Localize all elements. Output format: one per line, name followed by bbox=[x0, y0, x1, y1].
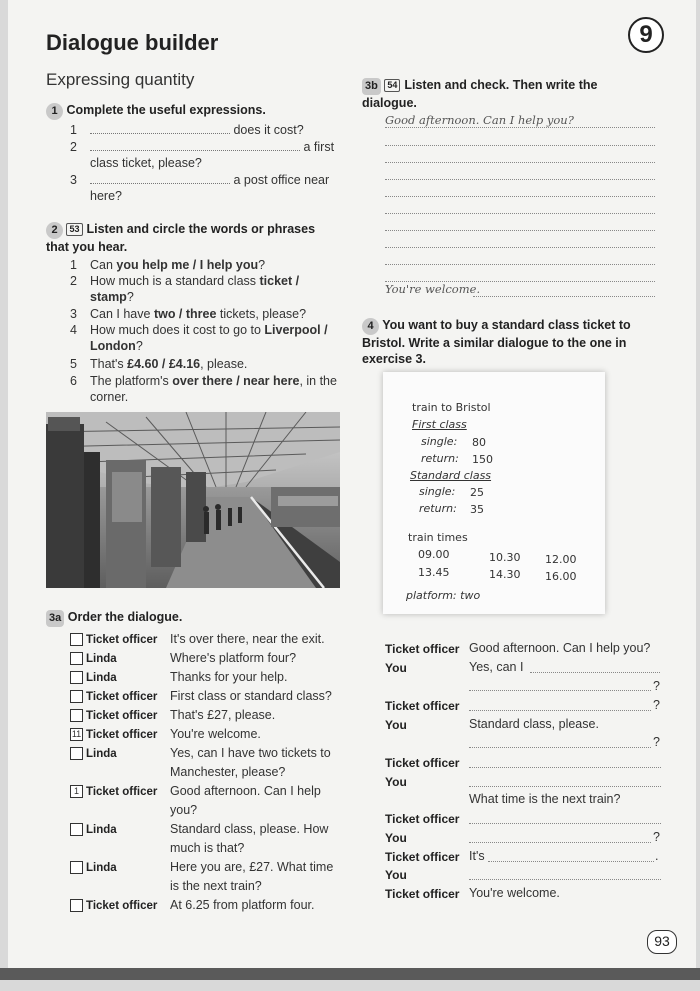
train-time: 10.30 bbox=[489, 551, 521, 564]
item-text: , in the bbox=[299, 374, 337, 388]
order-box[interactable] bbox=[70, 861, 83, 874]
writing-line[interactable] bbox=[469, 879, 661, 880]
exercise-instruction: You want to buy a standard class ticket to Bristol. Write a similar dialogue to the one in exercise 3. bbox=[362, 318, 631, 366]
order-box[interactable]: 11 bbox=[71, 729, 82, 740]
speaker: Linda bbox=[86, 672, 117, 684]
writing-line[interactable] bbox=[469, 786, 661, 787]
item-number: 1 bbox=[70, 123, 77, 137]
dialogue-row bbox=[70, 649, 297, 669]
speaker: Ticket officer bbox=[86, 634, 158, 646]
ex1-item-3-cont: here? bbox=[90, 189, 122, 203]
speaker: Ticket officer bbox=[86, 691, 158, 703]
single-label: single: bbox=[419, 485, 456, 498]
full-stop: . bbox=[655, 849, 659, 863]
writing-line[interactable] bbox=[385, 179, 655, 180]
choice-options[interactable]: £4.60 / £4.16 bbox=[127, 357, 201, 371]
dialogue-line: Here you are, £27. What time bbox=[170, 860, 334, 874]
speaker: You bbox=[385, 831, 407, 845]
ex2-item-3 bbox=[70, 306, 306, 323]
choice-options[interactable]: stamp bbox=[90, 290, 127, 304]
item-text: Can bbox=[90, 258, 117, 272]
train-times-label: train times bbox=[408, 531, 468, 544]
choice-options[interactable]: London bbox=[90, 339, 136, 353]
dialogue-row bbox=[70, 668, 288, 688]
standard-class-label: Standard class bbox=[410, 469, 492, 482]
train-time: 14.30 bbox=[489, 568, 521, 581]
exercise-number: 3b bbox=[362, 78, 381, 95]
choice-options[interactable]: ticket / bbox=[259, 274, 300, 288]
ex1-item-2 bbox=[70, 139, 340, 156]
dialogue-line: Standard class, please. How bbox=[170, 822, 329, 836]
dialogue-line: Good afternoon. Can I help bbox=[170, 784, 321, 798]
speaker: Ticket officer bbox=[86, 786, 158, 798]
cd-track-badge: 54 bbox=[384, 79, 400, 92]
writing-line[interactable] bbox=[488, 861, 654, 862]
item-text: ? bbox=[258, 258, 266, 272]
item-text: Can I have bbox=[90, 307, 154, 321]
ex2-item-1 bbox=[70, 257, 265, 274]
speaker: Ticket officer bbox=[86, 710, 158, 722]
question-mark: ? bbox=[653, 679, 660, 693]
speaker: Ticket officer bbox=[86, 900, 158, 912]
handwritten-last-line: You're welcome. bbox=[385, 282, 481, 296]
item-number: 1 bbox=[70, 258, 77, 272]
item-text: The platform's bbox=[90, 374, 173, 388]
writing-line[interactable] bbox=[385, 264, 655, 265]
dialogue-line: Where's platform four? bbox=[170, 651, 297, 665]
order-box[interactable] bbox=[70, 671, 83, 684]
dialogue-line: Thanks for your help. bbox=[170, 670, 288, 684]
dialogue-row bbox=[70, 782, 321, 802]
speaker: You bbox=[385, 775, 407, 789]
speaker: You bbox=[385, 718, 407, 732]
writing-line[interactable] bbox=[385, 162, 655, 163]
writing-line[interactable] bbox=[385, 127, 655, 128]
first-class-label: First class bbox=[412, 418, 467, 431]
item-number: 6 bbox=[70, 374, 77, 388]
order-box[interactable]: 1 bbox=[70, 785, 83, 798]
speaker: You bbox=[385, 868, 407, 882]
dialogue-row bbox=[70, 744, 331, 764]
dialogue-line-cont: Manchester, please? bbox=[170, 765, 286, 779]
item-text: tickets, please? bbox=[216, 307, 307, 321]
choice-options[interactable]: two / three bbox=[153, 307, 217, 321]
writing-line[interactable] bbox=[469, 842, 651, 843]
exercise-3b bbox=[362, 77, 652, 111]
unit-number-badge: 9 bbox=[628, 17, 664, 53]
exercise-number: 2 bbox=[46, 222, 63, 239]
bottom-edge-bar bbox=[0, 968, 700, 980]
speaker: Linda bbox=[86, 824, 117, 836]
section-subtitle: Expressing quantity bbox=[46, 70, 195, 89]
dialogue-row bbox=[70, 858, 334, 878]
choice-options[interactable]: over there / near here bbox=[172, 374, 300, 388]
dialogue-row bbox=[70, 630, 325, 650]
ex2-item-6 bbox=[70, 373, 337, 390]
question-mark: ? bbox=[653, 698, 660, 712]
dialogue-line-cont: much is that? bbox=[170, 841, 245, 855]
writing-line[interactable] bbox=[469, 823, 661, 824]
order-box[interactable] bbox=[70, 823, 83, 836]
order-box[interactable] bbox=[70, 633, 83, 646]
exercise-number: 4 bbox=[362, 318, 379, 335]
exercise-number: 3a bbox=[46, 610, 64, 627]
order-box[interactable] bbox=[70, 747, 83, 760]
item-number: 3 bbox=[70, 307, 77, 321]
writing-line[interactable] bbox=[469, 767, 661, 768]
ex2-item-6-cont: corner. bbox=[90, 390, 129, 404]
item-number: 5 bbox=[70, 357, 77, 371]
ex2-item-4-cont bbox=[90, 338, 143, 355]
exercise-3a bbox=[46, 609, 182, 627]
choice-options[interactable]: Liverpool / bbox=[264, 323, 328, 337]
dialogue-line: You're welcome. bbox=[170, 727, 261, 741]
exercise-instruction: Listen and circle the words or phrases that you hear. bbox=[46, 222, 316, 254]
writing-line[interactable] bbox=[469, 710, 651, 711]
dialogue-line: Yes, can I have two tickets to bbox=[170, 746, 331, 760]
exercise-2 bbox=[46, 221, 316, 255]
item-text: How much does it cost to go to bbox=[90, 323, 265, 337]
dialogue-line: First class or standard class? bbox=[170, 689, 332, 703]
speaker: Ticket officer bbox=[385, 850, 460, 864]
answer-blank[interactable] bbox=[90, 122, 230, 134]
dialogue-row bbox=[70, 706, 276, 726]
item-text: That's bbox=[90, 357, 128, 371]
dialogue-line-cont: is the next train? bbox=[170, 879, 262, 893]
writing-line[interactable] bbox=[473, 296, 655, 297]
ex1-item-3 bbox=[70, 172, 340, 189]
std-return-price: 35 bbox=[470, 503, 484, 516]
ex1-item-2-cont: class ticket, please? bbox=[90, 156, 202, 170]
answer-blank[interactable] bbox=[90, 139, 300, 151]
ex2-item-5 bbox=[70, 356, 247, 373]
train-time: 12.00 bbox=[545, 553, 577, 566]
dialogue-row bbox=[70, 820, 329, 840]
dialogue-line: Standard class, please. bbox=[469, 717, 599, 731]
writing-line[interactable] bbox=[385, 196, 655, 197]
dialogue-line: Good afternoon. Can I help you? bbox=[469, 641, 651, 655]
dialogue-line: It's bbox=[469, 849, 485, 863]
ex1-item-1 bbox=[70, 122, 340, 139]
writing-line[interactable] bbox=[385, 247, 655, 248]
dialogue-line: That's £27, please. bbox=[170, 708, 276, 722]
item-text: , please. bbox=[200, 357, 248, 371]
return-label: return: bbox=[419, 502, 457, 515]
item-number: 2 bbox=[70, 274, 77, 288]
item-number: 3 bbox=[70, 173, 77, 187]
speaker: You bbox=[385, 661, 407, 675]
writing-line[interactable] bbox=[530, 672, 660, 673]
return-label: return: bbox=[421, 452, 459, 465]
speaker: Ticket officer bbox=[385, 812, 460, 826]
ex2-item-4 bbox=[70, 322, 328, 339]
exercise-instruction: Complete the useful expressions. bbox=[66, 103, 266, 117]
order-box[interactable] bbox=[70, 652, 83, 665]
train-station-photo bbox=[46, 412, 340, 588]
answer-blank[interactable] bbox=[90, 172, 230, 184]
dialogue-row bbox=[70, 725, 261, 745]
workbook-page bbox=[8, 0, 696, 978]
speaker: Ticket officer bbox=[385, 756, 460, 770]
handwritten-first-line: Good afternoon. Can I help you? bbox=[385, 113, 574, 127]
choice-options[interactable]: you help me / I help you bbox=[116, 258, 259, 272]
exercise-instruction: Listen and check. Then write the dialogue. bbox=[362, 78, 598, 110]
first-single-price: 80 bbox=[472, 436, 486, 449]
std-single-price: 25 bbox=[470, 486, 484, 499]
exercise-instruction: Order the dialogue. bbox=[67, 610, 183, 624]
ex2-item-2 bbox=[70, 273, 299, 290]
speaker: Ticket officer bbox=[385, 699, 460, 713]
item-number: 4 bbox=[70, 323, 77, 337]
dialogue-line: At 6.25 from platform four. bbox=[170, 898, 315, 912]
writing-line[interactable] bbox=[385, 145, 655, 146]
item-text: ? bbox=[126, 290, 134, 304]
dialogue-row bbox=[70, 687, 332, 707]
speaker: Ticket officer bbox=[86, 729, 158, 741]
item-text: a first bbox=[303, 140, 335, 154]
page-title: Dialogue builder bbox=[46, 30, 219, 55]
writing-line[interactable] bbox=[469, 747, 651, 748]
item-text: ? bbox=[135, 339, 143, 353]
exercise-1 bbox=[46, 102, 346, 120]
order-box[interactable] bbox=[70, 690, 83, 703]
exercise-number: 1 bbox=[46, 103, 63, 120]
order-box[interactable] bbox=[70, 709, 83, 722]
speaker: Linda bbox=[86, 653, 117, 665]
item-text: How much is a standard class bbox=[90, 274, 260, 288]
question-mark: ? bbox=[653, 735, 660, 749]
dialogue-line: What time is the next train? bbox=[469, 792, 621, 806]
train-time: 13.45 bbox=[418, 566, 450, 579]
cd-track-badge: 53 bbox=[66, 223, 82, 236]
exercise-4 bbox=[362, 317, 662, 367]
dialogue-line: It's over there, near the exit. bbox=[170, 632, 325, 646]
dialogue-line: You're welcome. bbox=[469, 886, 560, 900]
item-text: a post office near bbox=[233, 173, 330, 187]
item-number: 2 bbox=[70, 140, 77, 154]
ticket-info-card bbox=[383, 372, 605, 614]
writing-line[interactable] bbox=[469, 690, 651, 691]
writing-line[interactable] bbox=[385, 230, 655, 231]
writing-line[interactable] bbox=[385, 213, 655, 214]
dialogue-line: Yes, can I bbox=[469, 660, 524, 674]
first-return-price: 150 bbox=[472, 453, 493, 466]
dialogue-row bbox=[70, 896, 315, 916]
ex2-item-2-cont bbox=[90, 289, 134, 306]
train-time: 16.00 bbox=[545, 570, 577, 583]
speaker: Linda bbox=[86, 748, 117, 760]
page-number: 93 bbox=[647, 930, 677, 954]
question-mark: ? bbox=[653, 830, 660, 844]
ticket-heading: train to Bristol bbox=[412, 401, 491, 414]
order-box[interactable] bbox=[70, 899, 83, 912]
platform-info: platform: two bbox=[406, 589, 481, 602]
speaker: Ticket officer bbox=[385, 887, 460, 901]
train-time: 09.00 bbox=[418, 548, 450, 561]
speaker: Ticket officer bbox=[385, 642, 460, 656]
single-label: single: bbox=[421, 435, 458, 448]
dialogue-line-cont: you? bbox=[170, 803, 198, 817]
item-text: does it cost? bbox=[233, 123, 304, 137]
speaker: Linda bbox=[86, 862, 117, 874]
